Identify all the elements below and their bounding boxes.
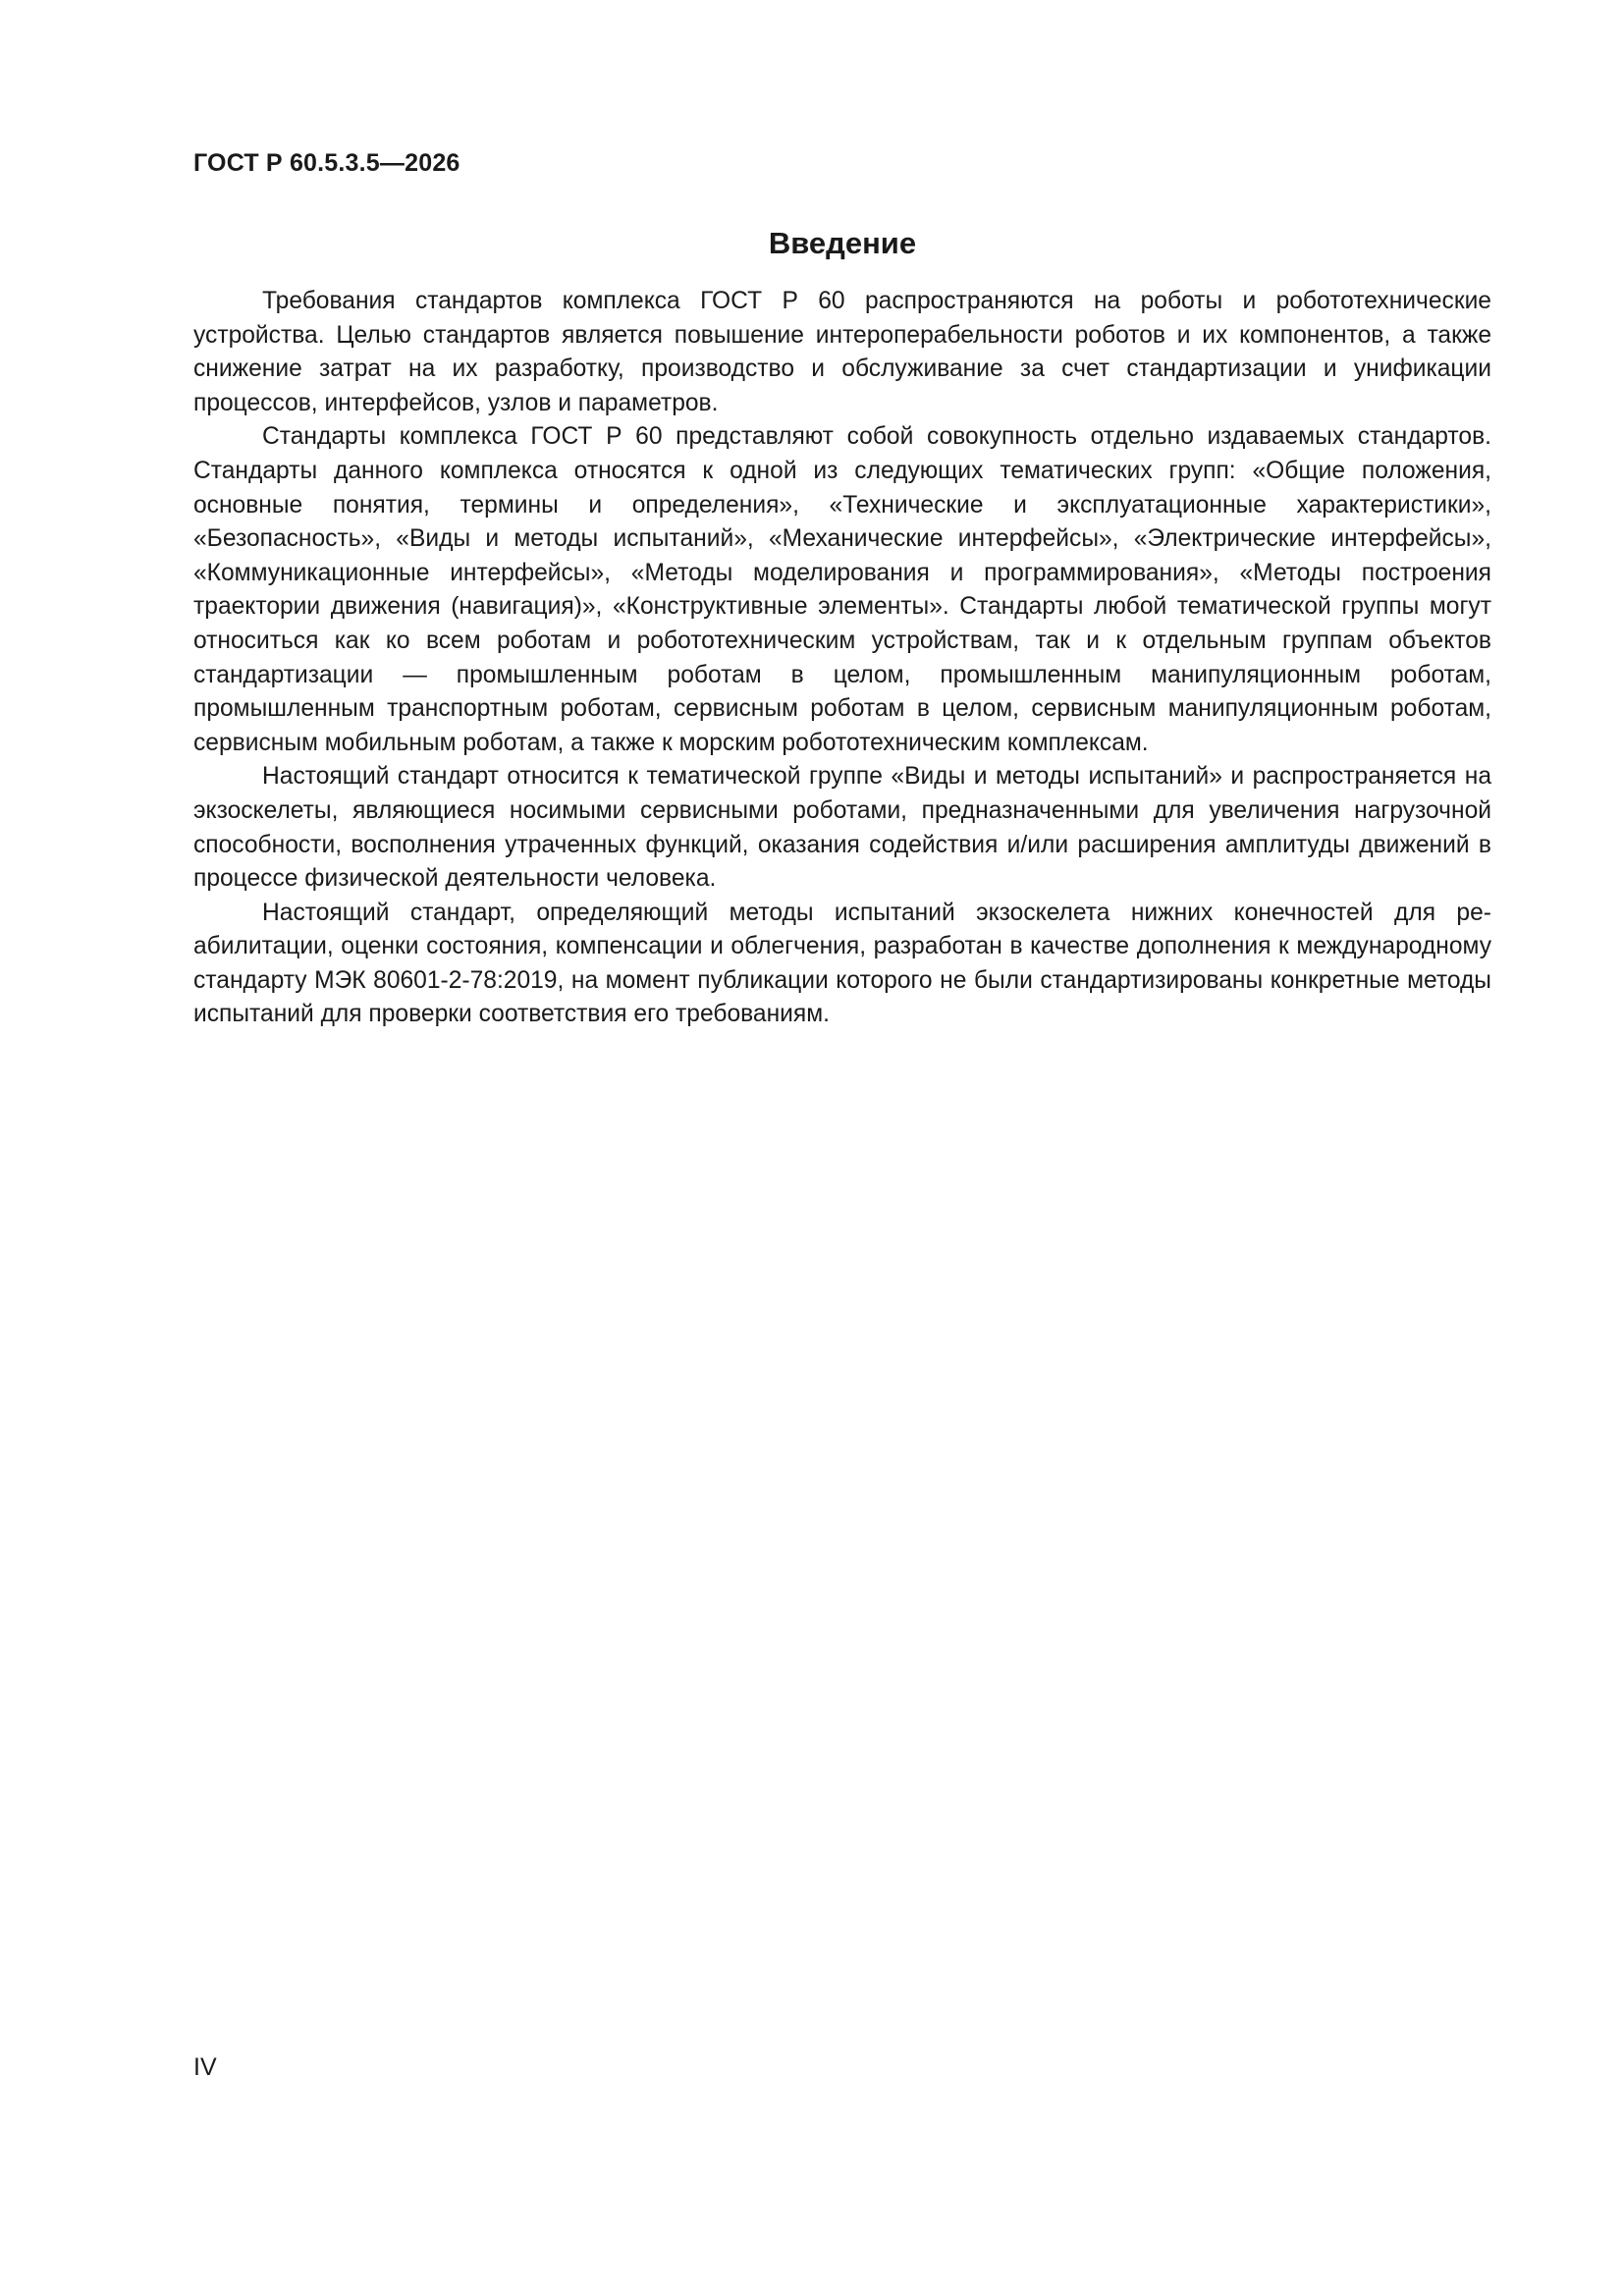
paragraph: Настоящий стандарт, определяющий методы испытаний экзоскелета нижних конечностей для реабилитации, оценки состояния, компенсации и облегчения, разработан в качестве дополнения к международному стандарту МЭК 80601-2-78:2019, на момент публикации которого не были стандартизированы конкретные методы испытаний для проверки соответствия его требованиям. [193, 899, 1491, 1028]
paragraph: Требования стандартов комплекса ГОСТ Р 60 распространяются на роботы и робототехнические устройства. Целью стандартов является повышение интероперабельности роботов и их компонентов, а также снижение затрат на их разработку, производство и обслуживание за счет стандартизации и унификации процессов, интерфейсов, узлов и параметров. [193, 288, 1491, 416]
introduction-body [193, 285, 1491, 1032]
document-code: ГОСТ Р 60.5.3.5—2026 [193, 149, 460, 177]
paragraph: Стандарты комплекса ГОСТ Р 60 представляют собой совокупность отдельно издаваемых стандартов. Стандарты данного комплекса относятся к одной из следующих тематических групп: «Общие положения, основные понятия, термины и определения», «Технические и эксплуатационные характеристики», «Безопасность», «Виды и методы испытаний», «Механические интерфейсы», «Электрические интерфейсы», «Коммуникационные интерфейсы», «Методы моделирования и программирования», «Методы построения траектории движения (навигация)», «Конструктивные элементы». Стандарты любой тематической группы могут относиться как ко всем роботам и робототехническим устройствам, так и к отдельным группам объектов стандартизации — промышленным роботам в целом, промышленным манипуляционным роботам, промышленным транспортным роботам, сервисным роботам в целом, сервисным манипуляционным роботам, сервисным мобильным роботам, а также к морским робототехническим комплексам. [193, 423, 1491, 756]
page-number: IV [193, 2053, 217, 2081]
paragraph: Настоящий стандарт относится к тематической группе «Виды и методы испытаний» и распространяется на экзоскелеты, являющиеся носимыми сервисными роботами, предназначенными для увеличения нагрузочной способности, восполнения утраченных функций, оказания содействия и/или расширения амплитуды движений в процессе физической деятельности человека. [193, 763, 1491, 893]
section-title: Введение [768, 226, 917, 260]
